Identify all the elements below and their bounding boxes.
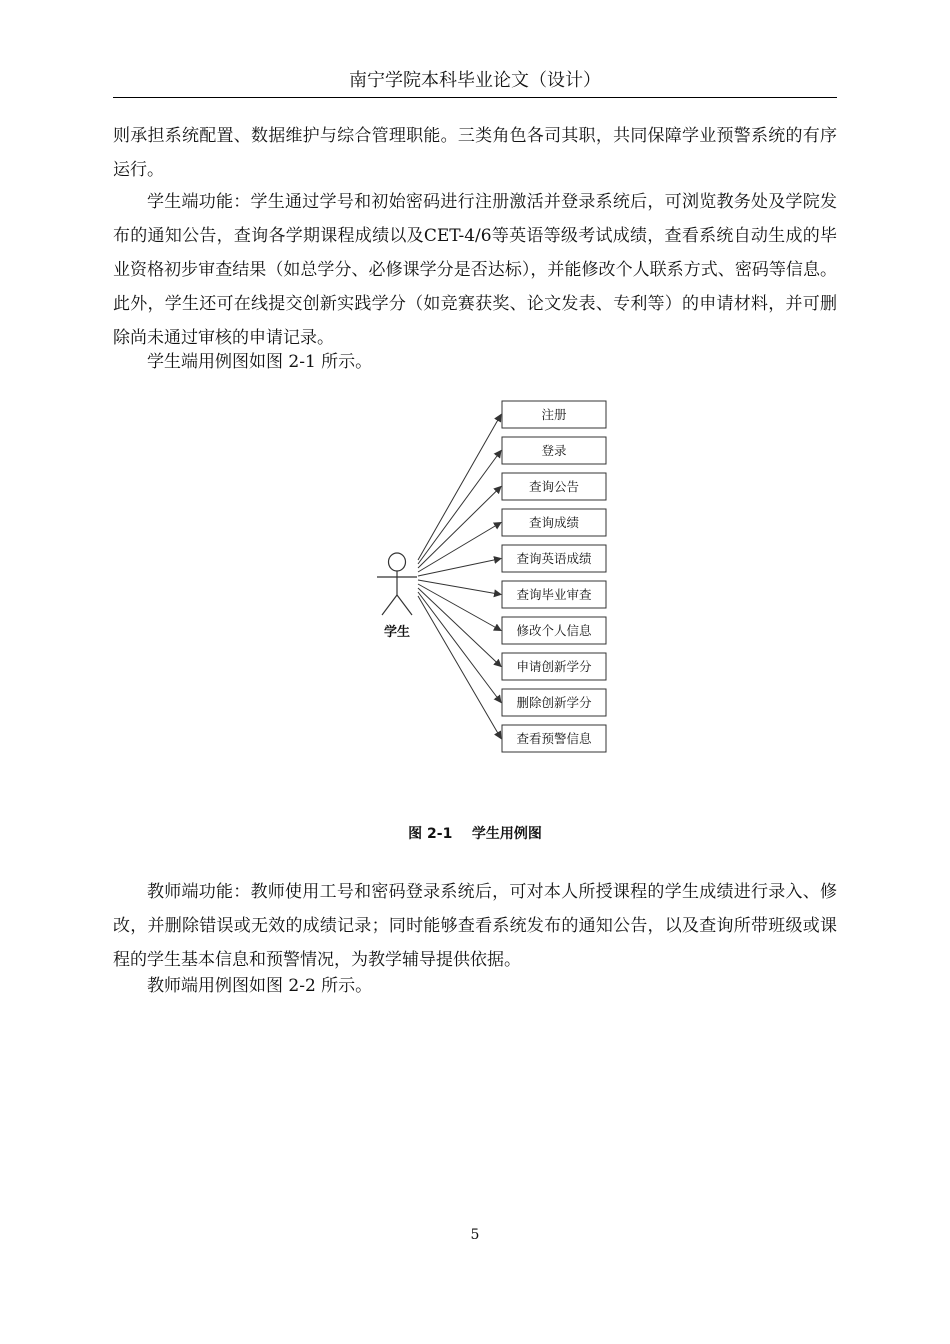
use-case-label: 申请创新学分 (516, 659, 592, 674)
actor-label: 学生 (383, 625, 411, 640)
figure-caption: 图 2-1 学生用例图 (408, 826, 542, 842)
header-rule (113, 97, 837, 98)
page-number: 5 (470, 1227, 480, 1243)
paragraph-figure-reference-2: 教师端用例图如图 2-2 所示。 (147, 976, 373, 996)
use-case-label: 查询毕业审查 (516, 587, 592, 602)
association-arrow (418, 592, 501, 703)
use-case-label: 查询英语成绩 (516, 551, 592, 566)
association-arrow (418, 559, 501, 577)
association-arrow (418, 596, 501, 739)
actor-figure (377, 553, 417, 640)
actor-left-leg (382, 595, 397, 615)
paragraph-figure-reference: 学生端用例图如图 2-1 所示。 (147, 352, 373, 372)
use-case-label: 查询公告 (528, 479, 580, 494)
association-arrow (418, 487, 501, 569)
use-case-label: 登录 (541, 443, 567, 458)
use-case-label: 注册 (541, 407, 567, 422)
association-arrow (418, 588, 501, 667)
use-case-label: 查询成绩 (528, 515, 580, 530)
student-use-case-diagram (360, 395, 620, 760)
actor-head (389, 553, 406, 571)
use-case-label: 删除创新学分 (516, 695, 592, 710)
use-case-list (418, 401, 606, 752)
paragraph-continuation: 则承担系统配置、数据维护与综合管理职能。三类角色各司其职，共同保障学业预警系统的有序运行。 (113, 126, 837, 180)
paragraph-student-functions: 学生端功能：学生通过学号和初始密码进行注册激活并登录系统后，可浏览教务处及学院发布的通知公告，查询各学期课程成绩以及CET-4/6等英语等级考试成绩，查看系统自动生成的毕业资格初步审查结果（如总学分、必修课学分是否达标），并能修改个人联系方式、密码等信息。此外，学生还可在线提交创新实践学分（如竞赛获奖、论文发表、专利等）的申请材料，并可删除尚未通过审核的申请记录。 (113, 192, 837, 348)
use-case-label: 修改个人信息 (516, 623, 592, 638)
association-arrow (418, 584, 501, 631)
association-arrow (418, 415, 501, 561)
association-arrow (418, 580, 501, 595)
actor-right-leg (397, 595, 412, 615)
paragraph-teacher-functions: 教师端功能：教师使用工号和密码登录系统后，可对本人所授课程的学生成绩进行录入、修改，并删除错误或无效的成绩记录；同时能够查看系统发布的通知公告，以及查询所带班级或课程的学生基本信息和预警情况，为教学辅导提供依据。 (113, 882, 837, 970)
use-case-label: 查看预警信息 (516, 731, 592, 746)
page-header: 南宁学院本科毕业论文（设计） (349, 70, 601, 91)
